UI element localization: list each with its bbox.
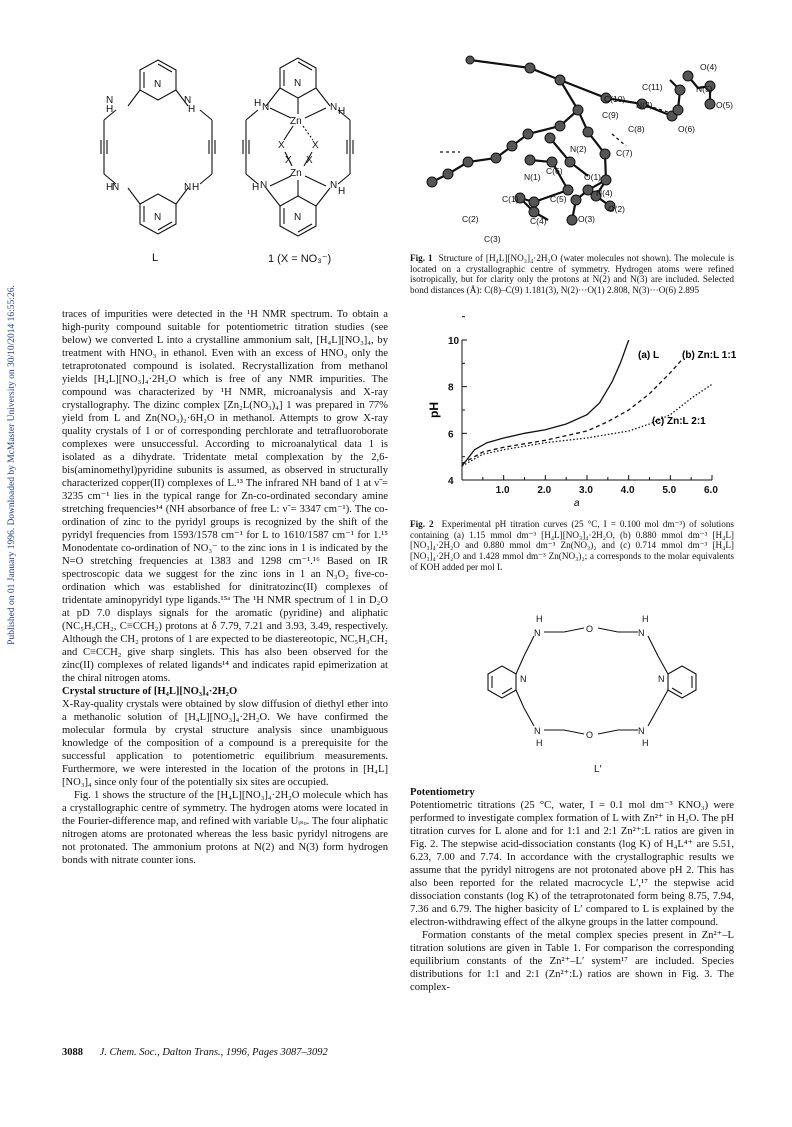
section-heading-crystal: Crystal structure of [H₄L][NO₃]₄·2H₂O <box>62 686 238 697</box>
svg-text:N: N <box>106 95 114 106</box>
titration-curve-b <box>462 359 683 464</box>
fig1-crystal-structure <box>410 50 740 246</box>
lprime-label: L′ <box>594 764 602 775</box>
left-paragraph-1: traces of impurities were detected in the ¹H NMR spectrum. To obtain a high-purity compound suitable for potentiometric titration studies (see below) we converted L into a crystalline ammonium salt, [H₄L][NO₃]₄, by treatment with HNO₃ in ethanol. Even with an excess of HNO₃ only the tetraprotonated compound is isolated. Recrystallization from methanol yields [H₄L][NO₃]₄·2H₂O which is free of any NMR impurities. The compound was characterized by ¹H NMR, microanalysis and X-ray crystallography. The dizinc complex [Zn₂L(NO₃)₄] 1 was prepared in 77% yield from L and Zn(NO₃)₂·6H₂O in methanol. Attempts to grow X-ray quality crystals of 1 or of corresponding perchlorate and tetrafluoroborate complexes were unsuccessful. According to microanalytical data 1 is isolated as a dihydrate. Tridentate metal complexation by the 2,6-bis(aminomethyl)pyridine subunits is assumed, as observed in structurally characterized copper(II) complexes of L.¹³ The infrared NH band of 1 at ν̃ = 3235 cm⁻¹ lies in the typical range for Zn-co-ordinated secondary amine stretching frequencies¹⁴ (NH absorbance of free L: ν̃ = 3347 cm⁻¹). The co-ordination of zinc to the pyridyl groups is recognized by the shift of the pyridyl frequencies from 1593/1578 cm⁻¹ for L to 1610/1587 cm⁻¹ for 1.¹⁵ Monodentate co-ordination of NO₃⁻ to the zinc ions in 1 is indicated by the N=O stretching frequencies at 1383 and 1298 cm⁻¹.¹⁶ Based on IR spectroscopic data we suggest for the zinc ions in 1 an N₃O₂ five-co-ordination which was established for dinitratozinc(II) complexes of tridentate aminopyridyl type ligands.¹⁵ᵃ The ¹H NMR spectrum of 1 in D₂O at pD 7.0 displays signals for the aromatic (pyridine) and aliphatic (NC₅H₃CH₂, C≡CCH₂) protons at δ 7.79, 7.21 and 3.93, 3.49, respectively. Although the CH₂ protons of 1 are expected to be diastereotopic, NC₅H₃CH₂ and C≡CCH₂ give sharp singlets. This has also been observed for the zinc(II) complexes of related ligands¹⁴ and indicates rapid epimerization at the chiral nitrogen atoms. <box>62 309 388 684</box>
svg-text:O(3): O(3) <box>578 214 595 224</box>
y-tick-label: 8 <box>448 382 454 394</box>
svg-text:H: H <box>106 104 114 115</box>
section-heading-potentiometry: Potentiometry <box>410 787 475 798</box>
svg-text:O: O <box>586 730 594 740</box>
svg-text:H: H <box>338 186 346 197</box>
svg-text:N: N <box>330 102 338 113</box>
y-tick-label: 6 <box>448 429 454 441</box>
fig1-caption-text: Structure of [H₄L][NO₃]₄·2H₂O (water molecules not shown). The molecule is located on a crystallographic centre of symmetry. Hydrogen atoms were refined isotropically, but for clarity only the protons at N(2) and N(3) are included. Selected bond distances (Å): C(8)–C(9) 1.181(3), N(2)···O(1) 2.808, N(3)···O(6) 2.895 <box>410 253 734 296</box>
svg-text:Zn: Zn <box>290 168 302 179</box>
atom-label: O(4) <box>700 62 717 72</box>
scheme-label-L: L <box>152 252 159 264</box>
right-column <box>410 786 734 994</box>
svg-text:N: N <box>638 726 645 736</box>
curve-label-b: (b) Zn:L 1:1 <box>682 350 737 361</box>
svg-text:N: N <box>184 95 192 106</box>
scheme-label-1: 1 (X = NO₃⁻) <box>268 253 332 265</box>
svg-text:C(6): C(6) <box>546 166 563 176</box>
left-paragraph-3: Fig. 1 shows the structure of the [H₄L][NO₃]₄·2H₂O molecule which has a crystallographic centre of symmetry. The hydrogen atoms were located in the Fourier-difference map, and refined with variable Uᵢₛₒ. The four aliphatic nitrogen atoms are protonated whereas the less basic pyridyl nitrogens are not protonated. The ammonium protons at N(2) and N(3) form hydrogen bonds with nitrate counter ions. <box>62 790 388 866</box>
svg-text:N: N <box>154 79 162 90</box>
x-tick-label: 4.0 <box>620 485 635 496</box>
svg-text:H: H <box>338 106 346 117</box>
svg-text:H: H <box>188 104 196 115</box>
y-axis-label: pH <box>427 402 441 418</box>
scheme-structures <box>88 48 378 273</box>
download-notice <box>2 0 18 1127</box>
fig1-caption <box>410 253 734 296</box>
journal-citation: J. Chem. Soc., Dalton Trans., 1996, Pages 3087–3092 <box>99 1047 328 1058</box>
svg-text:N: N <box>260 180 268 191</box>
x-tick-label: 1.0 <box>495 485 510 496</box>
curve-label-c: (c) Zn:L 2:1 <box>652 416 706 427</box>
svg-text:N(1): N(1) <box>524 172 541 182</box>
svg-text:X: X <box>278 140 285 151</box>
svg-text:C(4): C(4) <box>530 216 547 226</box>
svg-text:H: H <box>192 182 200 193</box>
x-tick-label: 5.0 <box>662 485 677 496</box>
svg-text:C(11): C(11) <box>642 82 663 92</box>
left-paragraph-2: X-Ray-quality crystals were obtained by slow diffusion of diethyl ether into a methanolic solution of [H₄L][NO₃]₄·2H₂O. We have confirmed the molecular formula by crystal structure analysis since unambiguous knowledge of the composition of a compound is a prerequisite for the successful application to potentiometric equilibrium measurements. Furthermore, we were interested in the location of the protons in [H₄L][NO₃]₄ since only four of the potentially six sites are occupied. <box>62 699 388 788</box>
svg-text:N: N <box>534 726 541 736</box>
svg-text:N: N <box>112 182 120 193</box>
svg-text:N: N <box>262 102 270 113</box>
svg-text:N: N <box>534 628 541 638</box>
fig1-caption-label: Fig. 1 <box>410 253 433 263</box>
svg-text:X: X <box>306 155 313 166</box>
svg-text:H: H <box>106 182 114 193</box>
right-paragraph-1: Potentiometric titrations (25 °C, water, I = 0.1 mol dm⁻³ KNO₃) were performed to investigate complex formation of L with Zn²⁺ in H₂O. The pH titration curves for L alone and for 1:1 and 2:1 Zn²⁺:L ratios are given in Fig. 2. The stepwise acid-dissociation constants (log K) of H₄L⁴⁺ are 5.51, 6.23, 7.00 and 7.74. In accordance with the crystallographic results we assume that the pyridyl nitrogens are not protonated above pH 2. This has also been reported for the related macrocycle L′,¹⁷ the stepwise acid dissociation constants (log K) of the tetraprotonated form being 8.75, 7.94, 7.36 and 6.79. The higher basicity of L′ compared to L is explained by the electron-withdrawing effect of the alkyne groups in the latter compound. <box>410 800 734 928</box>
svg-text:O(1): O(1) <box>584 172 601 182</box>
svg-text:X: X <box>285 155 292 166</box>
svg-text:O(5): O(5) <box>716 100 733 110</box>
svg-text:C(8): C(8) <box>628 124 645 134</box>
svg-text:N(5): N(5) <box>696 84 713 94</box>
svg-text:C(2): C(2) <box>462 214 479 224</box>
svg-text:H: H <box>252 182 260 193</box>
svg-text:H: H <box>642 738 649 748</box>
svg-text:N(2): N(2) <box>570 144 587 154</box>
fig2-caption-label: Fig. 2 <box>410 519 434 529</box>
svg-text:N(4): N(4) <box>596 188 613 198</box>
x-tick-label: 2.0 <box>537 485 552 496</box>
titration-curve-a <box>462 340 629 466</box>
svg-text:N: N <box>294 78 302 89</box>
svg-text:X: X <box>312 140 319 151</box>
svg-text:Zn: Zn <box>290 116 302 127</box>
svg-text:N: N <box>184 182 192 193</box>
svg-text:N: N <box>658 674 665 684</box>
svg-text:N(3): N(3) <box>636 100 653 110</box>
svg-text:C(5): C(5) <box>550 194 567 204</box>
x-tick-label: 3.0 <box>579 485 593 496</box>
x-tick-label: 6.0 <box>704 485 718 496</box>
lprime-structure <box>480 608 710 758</box>
svg-text:C(7): C(7) <box>616 148 633 158</box>
svg-text:C(3): C(3) <box>484 234 501 244</box>
svg-text:N: N <box>294 212 302 223</box>
svg-text:O: O <box>586 624 594 634</box>
svg-text:C(1): C(1) <box>502 194 519 204</box>
svg-text:O(6): O(6) <box>678 124 695 134</box>
svg-text:H: H <box>254 98 262 109</box>
svg-text:H: H <box>536 738 543 748</box>
svg-text:N: N <box>154 212 162 223</box>
fig2-caption-text: Experimental pH titration curves (25 °C, I = 0.100 mol dm⁻³) of solutions containing (a) 1.15 mmol dm⁻³ [H₄L][NO₃]₄·2H₂O, (b) 0.880 mmol dm⁻³ [H₄L][NO₃]₄·2H₂O and 0.880 mmol dm⁻³ Zn(NO₃)₂ and (c) 0.714 mmol dm⁻³ [H₄L][NO₃]₄·2H₂O and 1.428 mmol dm⁻³ Zn(NO₃)₂; a corresponds to the molar equivalents of KOH added per mol L <box>410 519 734 572</box>
svg-text:H: H <box>536 614 543 624</box>
fig2-titration-chart <box>420 330 737 510</box>
svg-text:O(2): O(2) <box>608 204 625 214</box>
svg-text:C(10): C(10) <box>604 94 626 104</box>
download-notice-text: Published on 01 January 1996. Downloaded by McMaster University on 30/10/2014 16:55:26. <box>7 285 17 645</box>
left-column <box>62 308 388 867</box>
fig2-caption <box>410 519 734 573</box>
svg-text:N: N <box>520 674 527 684</box>
x-axis-label: a <box>574 498 580 509</box>
svg-text:N: N <box>330 180 338 191</box>
right-paragraph-2: Formation constants of the metal complex species present in Zn²⁺–L titration solutions are given in Table 1. For comparison the corresponding equilibrium constants of the Zn²⁺–L′ system¹⁷ are included. Species distributions for 1:1 and 2:1 (Zn²⁺:L) ratios are shown in Fig. 3. The complex- <box>410 930 734 993</box>
svg-text:N: N <box>638 628 645 638</box>
svg-text:H: H <box>642 614 649 624</box>
page-number: 3088 <box>62 1047 83 1058</box>
page-footer <box>62 1047 328 1058</box>
y-tick-label: 4 <box>448 476 454 487</box>
curve-label-a: (a) L <box>638 350 660 361</box>
y-tick-label: 10 <box>448 336 460 347</box>
svg-text:C(9): C(9) <box>602 110 619 120</box>
